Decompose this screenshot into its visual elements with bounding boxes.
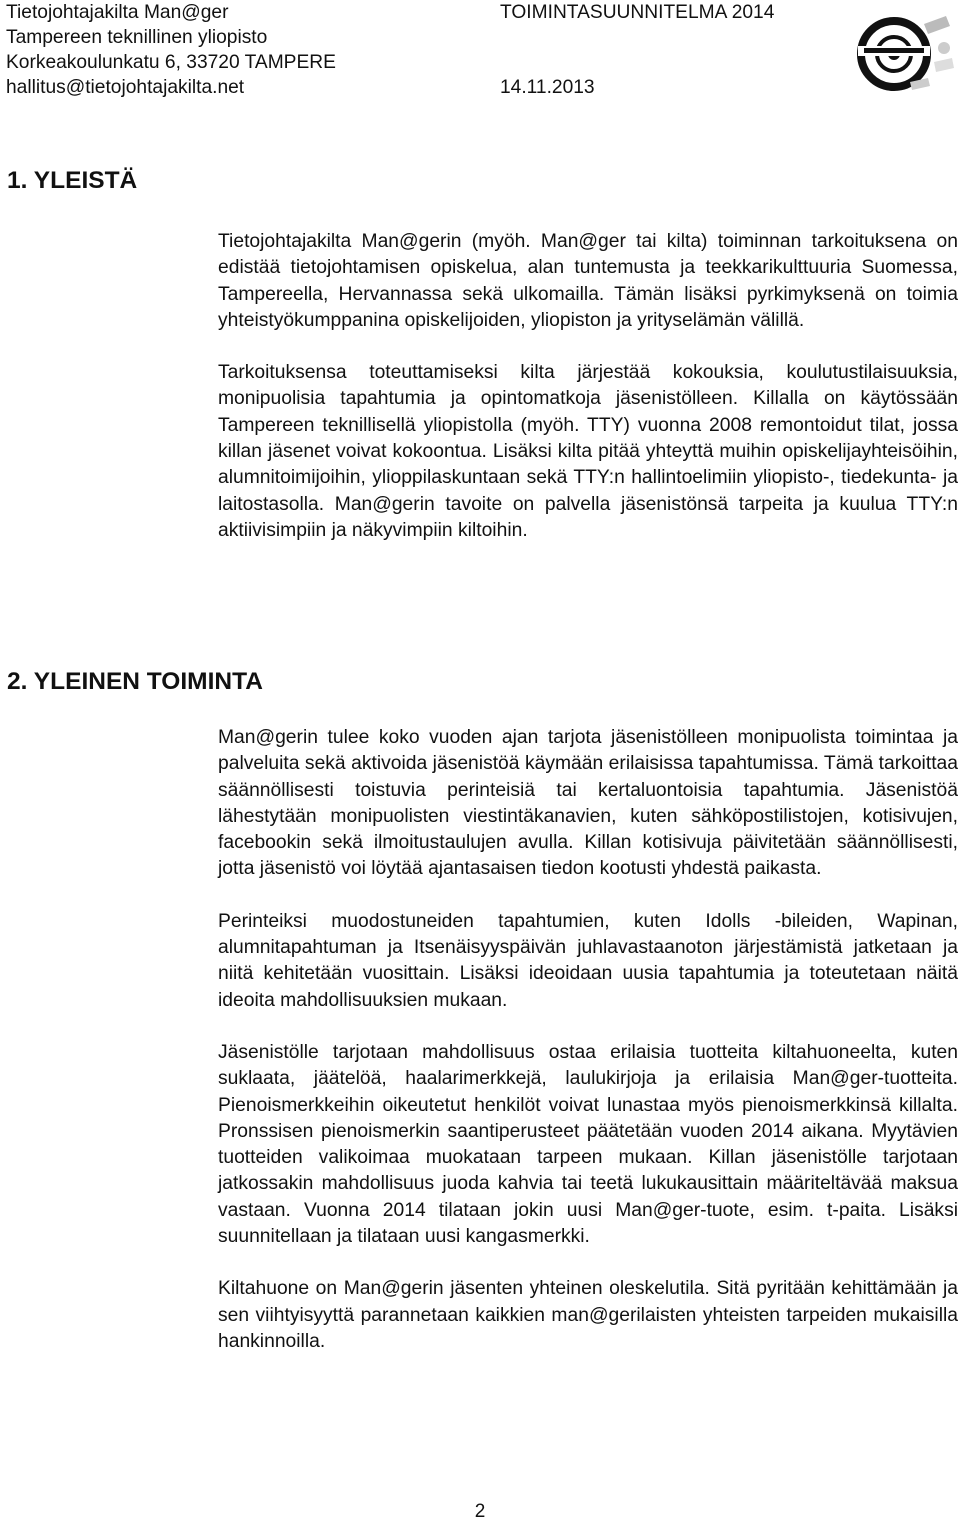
paragraph: Jäsenistölle tarjotaan mahdollisuus ostaa erilaisia tuotteita kiltahuoneelta, kuten suklaata, jäätelöä, haalarimerkkejä, laulukirjoja ja erilaisia Man@ger-tuotteita. Pienoismerkkeihin oikeutetut henkilöt voivat lunastaa myös pienoismerkkinsä killalta. Pronssisen pienoismerkin saantiperusteet päätetään vuoden 2014 aikana. Myytävien tuotteiden valikoimaa muokataan tarpeen mukaan. Killan jäsenistölle tarjotaan jatkossakin mahdollisuus juoda kahvia tai teetä lukukausittain määriteltävää maksua vastaan. Vuonna 2014 tilataan jokin uusi Man@ger-tuote, esim. t-paita. Lisäksi suunnitellaan ja tilataan uusi kangasmerkki. <box>218 1041 958 1248</box>
document-title: TOIMINTASUUNNITELMA 2014 <box>500 2 775 23</box>
paragraph: Man@gerin tulee koko vuoden ajan tarjota jäsenistölleen monipuolista toimintaa ja palveluita sekä aktivoida jäsenistöä käymään erilaisissa tapahtumissa. Tämä tarkoittaa säännöllisesti toistuvia perinteisiä tai kertaluontoisia tapahtumia. Jäsenistöä lähestytään monipuolisten viestintäkanavien, kuten sähköpostilistojen, kotisivujen, facebookin sekä ilmoitustaulujen avulla. Killan kotisivuja päivitetään säännöllisesti, jotta jäsenistö voi löytää ajantasaisen tiedon kootusti yhdestä paikasta. <box>218 727 958 880</box>
paragraph: Kiltahuone on Man@gerin jäsenten yhteinen oleskelutila. Sitä pyritään kehittämään ja sen viihtyisyyttä parannetaan kaikkien man@gerilaisten yhteisten tarpeiden mukaisilla hankinnoilla. <box>218 1278 958 1352</box>
document-date: 14.11.2013 <box>500 77 595 98</box>
sender-info <box>6 0 336 100</box>
section-body-yleista <box>218 229 958 544</box>
contact-email: hallitus@tietojohtajakilta.net <box>6 77 245 98</box>
paragraph: Tarkoituksensa toteuttamiseksi kilta järjestää kokouksia, koulutustilaisuuksia, monipuolisia tapahtumia ja opintomatkoja jäsenistölleen. Killalla on käytössään Tampereen teknillisellä yliopistolla (myöh. TTY) vuonna 2008 remontoidut tilat, jossa killan jäsenet voivat kokoontua. Lisäksi kilta pitää yhteyttä muihin opiskelijayhteisöihin, alumnitoimijoihin, ylioppilaskuntaan sekä TTY:n hallintoelimiin yliopisto-, tiedekunta- ja laitostasolla. Man@gerin tavoite on palvella jäsenistönsä tarpeita ja kuulua TTY:n aktiivisimpiin ja näkyvimpiin kiltoihin. <box>218 362 958 541</box>
page-number: 2 <box>474 1501 486 1522</box>
section-heading-yleista: 1. YLEISTÄ <box>7 167 138 194</box>
section-body-yleinen-toiminta <box>218 725 958 1355</box>
postal-address: Korkeakoulunkatu 6, 33720 TAMPERE <box>6 52 336 73</box>
university-name: Tampereen teknillinen yliopisto <box>6 27 268 48</box>
paragraph: Perinteiksi muodostuneiden tapahtumien, kuten Idolls -bileiden, Wapinan, alumnitapahtuman ja Itsenäisyyspäivän juhlavastaanoton järjestämistä jatketaan ja niitä kehitetään vuosittain. Lisäksi ideoidaan uusia tapahtumia ja toteutetaan näitä ideoita mahdollisuuksien mukaan. <box>218 910 958 1011</box>
page-header <box>6 0 960 100</box>
section-heading-yleinen-toiminta: 2. YLEINEN TOIMINTA <box>7 668 263 695</box>
paragraph: Tietojohtajakilta Man@gerin (myöh. Man@ger tai kilta) toiminnan tarkoituksena on edistää tietojohtamisen opiskelua, alan tuntemusta ja teekkarikulttuuria Suomessa, Tampereella, Hervannassa sekä ulkomailla. Tämän lisäksi pyrkimyksenä on toimia yhteistyökumppanina opiskelijoiden, yliopiston ja yrityselämän välillä. <box>218 231 958 331</box>
organization-name: Tietojohtajakilta Man@ger <box>6 2 229 23</box>
guild-logo-icon <box>850 12 956 92</box>
